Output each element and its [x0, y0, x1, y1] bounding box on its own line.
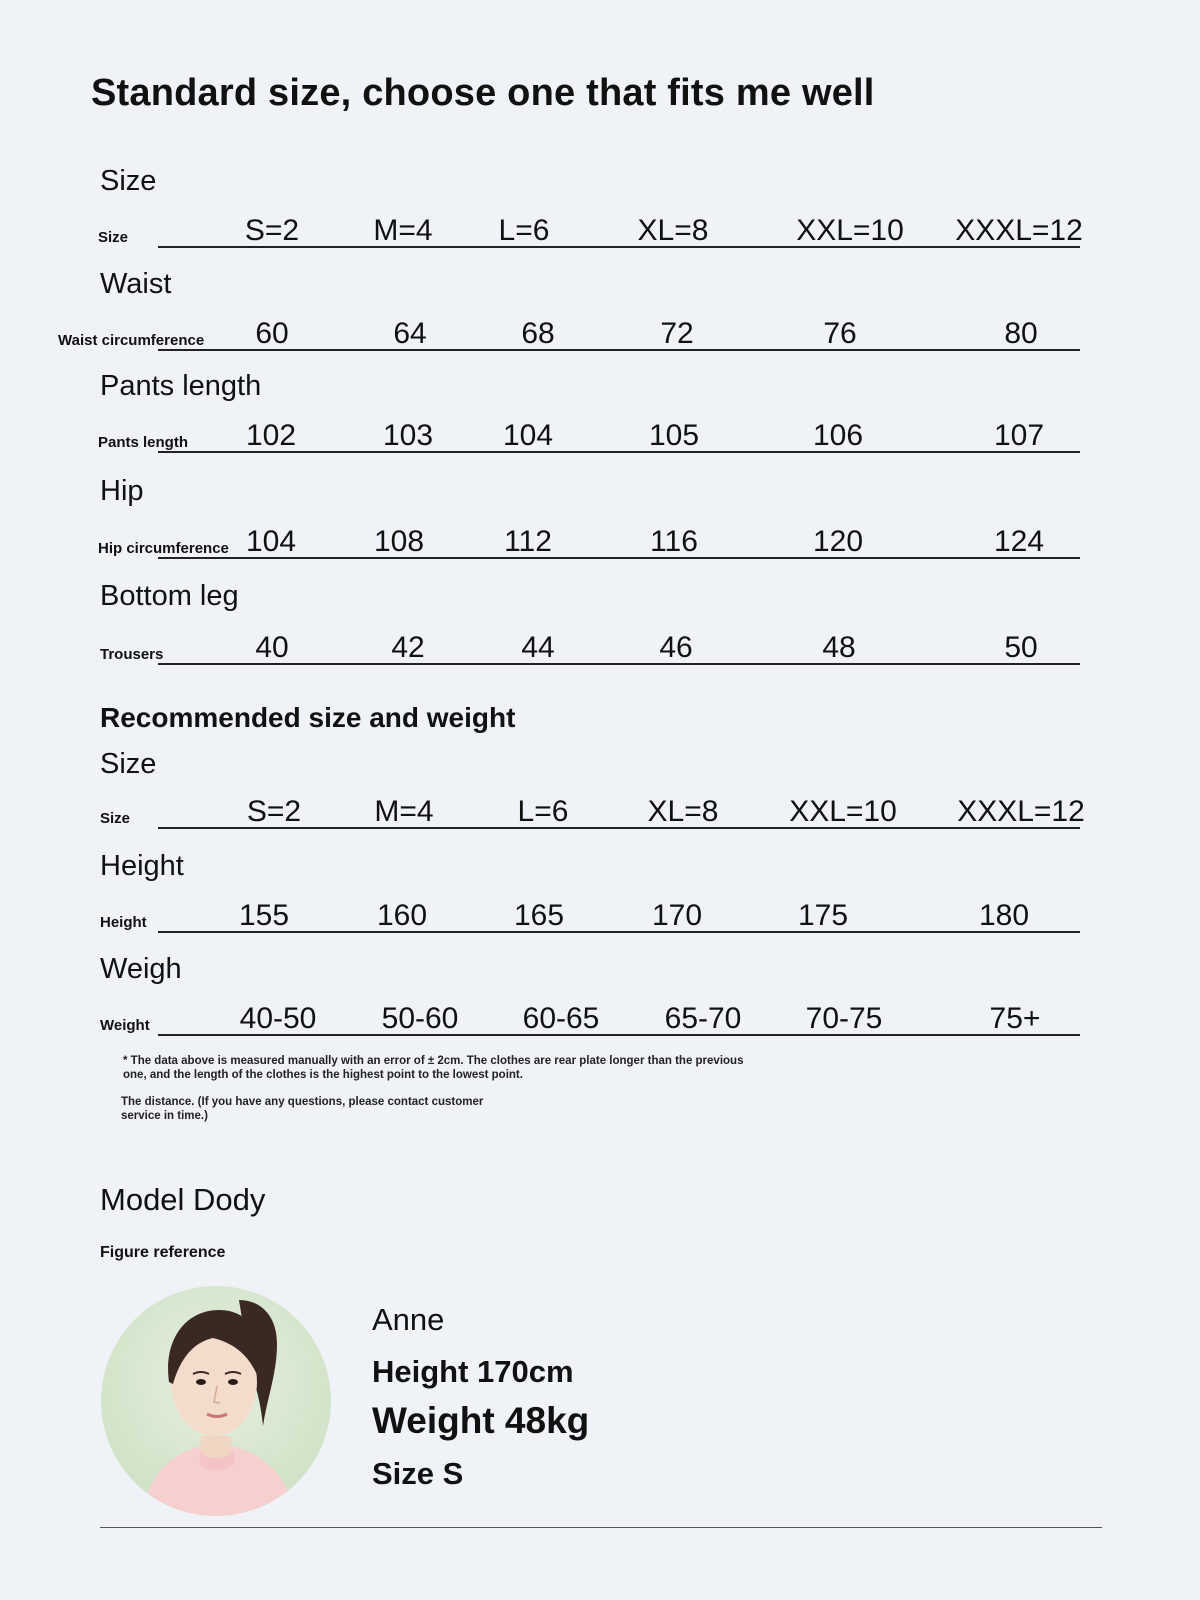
- height-row-label: Height: [100, 914, 147, 931]
- weight-row: [0, 996, 1200, 1036]
- height-row: [0, 893, 1200, 933]
- waist-row-label: Waist circumference: [58, 332, 205, 349]
- bottom-leg-cell: 40: [255, 631, 289, 664]
- row-divider: [158, 663, 1080, 665]
- weight-cell: 40-50: [239, 1002, 317, 1035]
- row-divider: [158, 451, 1080, 453]
- model-size: Size S: [372, 1456, 464, 1491]
- size-cell: XXL=10: [796, 214, 904, 247]
- model-subheading: Figure reference: [100, 1244, 226, 1261]
- weight-row-label: Weight: [100, 1017, 150, 1034]
- rec-size-cell: L=6: [517, 795, 569, 828]
- model-name: Anne: [372, 1302, 445, 1337]
- hip-cell: 124: [993, 525, 1045, 558]
- height-heading: Height: [100, 850, 184, 882]
- bottom-divider: [100, 1527, 1102, 1528]
- bottom-leg-heading: Bottom leg: [100, 580, 239, 612]
- hip-cell: 108: [373, 525, 425, 558]
- pants-length-cell: 104: [502, 419, 554, 452]
- weight-cell: 65-70: [664, 1002, 742, 1035]
- hip-cell: 116: [650, 525, 698, 558]
- weight-cell: 75+: [989, 1002, 1041, 1035]
- rec-size-cell: S=2: [246, 795, 302, 828]
- measurement-note-line-1: * The data above is measured manually with an error of ± 2cm. The clothes are rear plate longer than the previous: [123, 1055, 744, 1067]
- page-title: Standard size, choose one that fits me well: [91, 72, 875, 114]
- height-cell: 165: [513, 899, 565, 932]
- height-cell: 160: [376, 899, 428, 932]
- height-cell: 170: [651, 899, 703, 932]
- rec-size-cell: M=4: [374, 795, 434, 828]
- weight-cell: 60-65: [522, 1002, 600, 1035]
- pants-length-cell: 102: [245, 419, 297, 452]
- rec-size-cell: XXL=10: [789, 795, 897, 828]
- waist-cell: 60: [255, 317, 289, 350]
- pants-length-row: [0, 413, 1200, 453]
- pants-length-cell: 107: [993, 419, 1045, 452]
- row-divider: [158, 349, 1080, 351]
- contact-note-line-2: service in time.): [121, 1110, 208, 1122]
- pants-length-cell: 105: [648, 419, 700, 452]
- size-cell: S=2: [244, 214, 300, 247]
- weight-cell: 70-75: [805, 1002, 883, 1035]
- bottom-leg-cell: 48: [822, 631, 856, 664]
- rec-size-row: [0, 789, 1200, 829]
- size-row: [0, 208, 1200, 248]
- rec-size-cell: XXXL=12: [957, 795, 1085, 828]
- size-heading: Size: [100, 165, 157, 197]
- row-divider: [158, 557, 1080, 559]
- model-height: Height 170cm: [372, 1354, 574, 1389]
- height-cell: 155: [238, 899, 290, 932]
- waist-row: [0, 311, 1200, 351]
- waist-cell: 80: [1004, 317, 1038, 350]
- rec-size-row-label: Size: [100, 810, 131, 827]
- hip-row: [0, 519, 1200, 559]
- rec-size-heading: Size: [100, 748, 157, 780]
- bottom-leg-cell: 46: [659, 631, 693, 664]
- waist-cell: 68: [521, 317, 555, 350]
- measurement-note-line-2: one, and the length of the clothes is the highest point to the lowest point.: [123, 1069, 523, 1081]
- hip-cell: 104: [245, 525, 297, 558]
- height-cell: 175: [797, 899, 849, 932]
- waist-cell: 72: [660, 317, 694, 350]
- contact-note-line-1: The distance. (If you have any questions, please contact customer: [121, 1096, 484, 1108]
- pants-length-row-label: Pants length: [98, 434, 189, 451]
- size-cell: M=4: [373, 214, 433, 247]
- hip-row-label: Hip circumference: [98, 540, 229, 557]
- pants-length-cell: 106: [812, 419, 864, 452]
- pants-length-cell: 103: [382, 419, 434, 452]
- bottom-leg-cell: 44: [521, 631, 555, 664]
- weight-cell: 50-60: [381, 1002, 459, 1035]
- bottom-leg-row: [0, 625, 1200, 665]
- model-heading: Model Dody: [100, 1182, 266, 1217]
- height-cell: 180: [978, 899, 1030, 932]
- bottom-leg-cell: 42: [391, 631, 425, 664]
- size-cell: XL=8: [637, 214, 709, 247]
- rec-size-cell: XL=8: [647, 795, 719, 828]
- hip-cell: 120: [812, 525, 864, 558]
- waist-cell: 64: [393, 317, 427, 350]
- bottom-leg-cell: 50: [1004, 631, 1038, 664]
- recommended-heading: Recommended size and weight: [100, 702, 516, 733]
- hip-heading: Hip: [100, 475, 144, 507]
- row-divider: [158, 931, 1080, 933]
- size-cell: L=6: [498, 214, 550, 247]
- bottom-leg-row-label: Trousers: [100, 646, 164, 663]
- size-cell: XXXL=12: [955, 214, 1083, 247]
- pants-length-heading: Pants length: [100, 370, 262, 402]
- waist-heading: Waist: [100, 268, 172, 300]
- size-row-label: Size: [98, 229, 129, 246]
- waist-cell: 76: [823, 317, 857, 350]
- hip-cell: 112: [504, 525, 552, 558]
- model-illustration: [101, 1286, 331, 1516]
- weigh-heading: Weigh: [100, 953, 182, 985]
- model-photo: [101, 1286, 331, 1516]
- model-weight: Weight 48kg: [372, 1400, 590, 1441]
